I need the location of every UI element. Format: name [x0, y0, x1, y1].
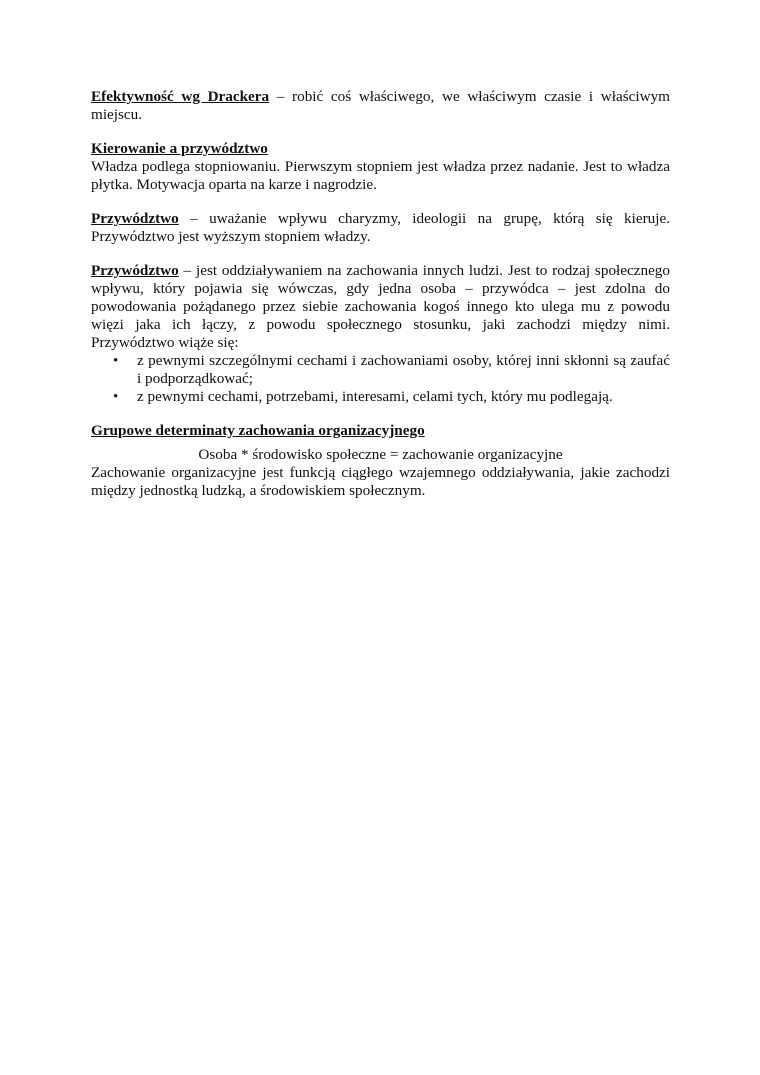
section-przywodztwo-2	[91, 262, 670, 352]
text-przywodztwo-1: – uważanie wpływu charyzmy, ideologii na grupę, którą się kieruje. Przywództwo jest wyższym stopniem władzy.	[91, 210, 670, 245]
text-kierowanie: Władza podlega stopniowaniu. Pierwszym stopniem jest władza przez nadanie. Jest to władza płytka. Motywacja oparta na karze i nagrodzie.	[91, 158, 670, 193]
text-przywodztwo-2: – jest oddziaływaniem na zachowania innych ludzi. Jest to rodzaj społecznego wpływu, który pojawia się wówczas, gdy jedna osoba – przywódca – jest zdolna do powodowania pożądanego przez siebie zachowania kogoś innego kto ulega mu z powodu więzi jaka ich łączy, z powodu społecznego stosunku, jaki zachodzi między nimi. Przywództwo wiąże się:	[91, 262, 670, 351]
section-przywodztwo-1	[91, 210, 670, 246]
document-page	[91, 88, 670, 516]
text-efektywnosc: – robić coś właściwego, we właściwym czasie i właściwym miejscu.	[91, 88, 670, 123]
section-efektywnosc	[91, 88, 670, 124]
section-grupowe	[91, 422, 670, 500]
text-grupowe: Zachowanie organizacyjne jest funkcją ciągłego wzajemnego oddziaływania, jakie zachodzi między jednostką ludzką, a środowiskiem społecznym.	[91, 464, 670, 499]
list-item: • z pewnymi cechami, potrzebami, interesami, celami tych, który mu podlegają.	[137, 388, 670, 406]
list-item: • z pewnymi szczególnymi cechami i zachowaniami osoby, której inni skłonni są zaufać i podporządkować;	[137, 352, 670, 388]
heading-kierowanie: Kierowanie a przywództwo	[91, 140, 268, 157]
section-kierowanie	[91, 140, 670, 194]
heading-grupowe: Grupowe determinaty zachowania organizacyjnego	[91, 422, 425, 439]
heading-efektywnosc: Efektywność wg Drackera	[91, 88, 270, 105]
heading-przywodztwo-1: Przywództwo	[91, 210, 179, 227]
formula: Osoba * środowisko społeczne = zachowanie organizacyjne	[198, 446, 563, 463]
heading-przywodztwo-2: Przywództwo	[91, 262, 179, 279]
bullet-list	[91, 352, 670, 406]
